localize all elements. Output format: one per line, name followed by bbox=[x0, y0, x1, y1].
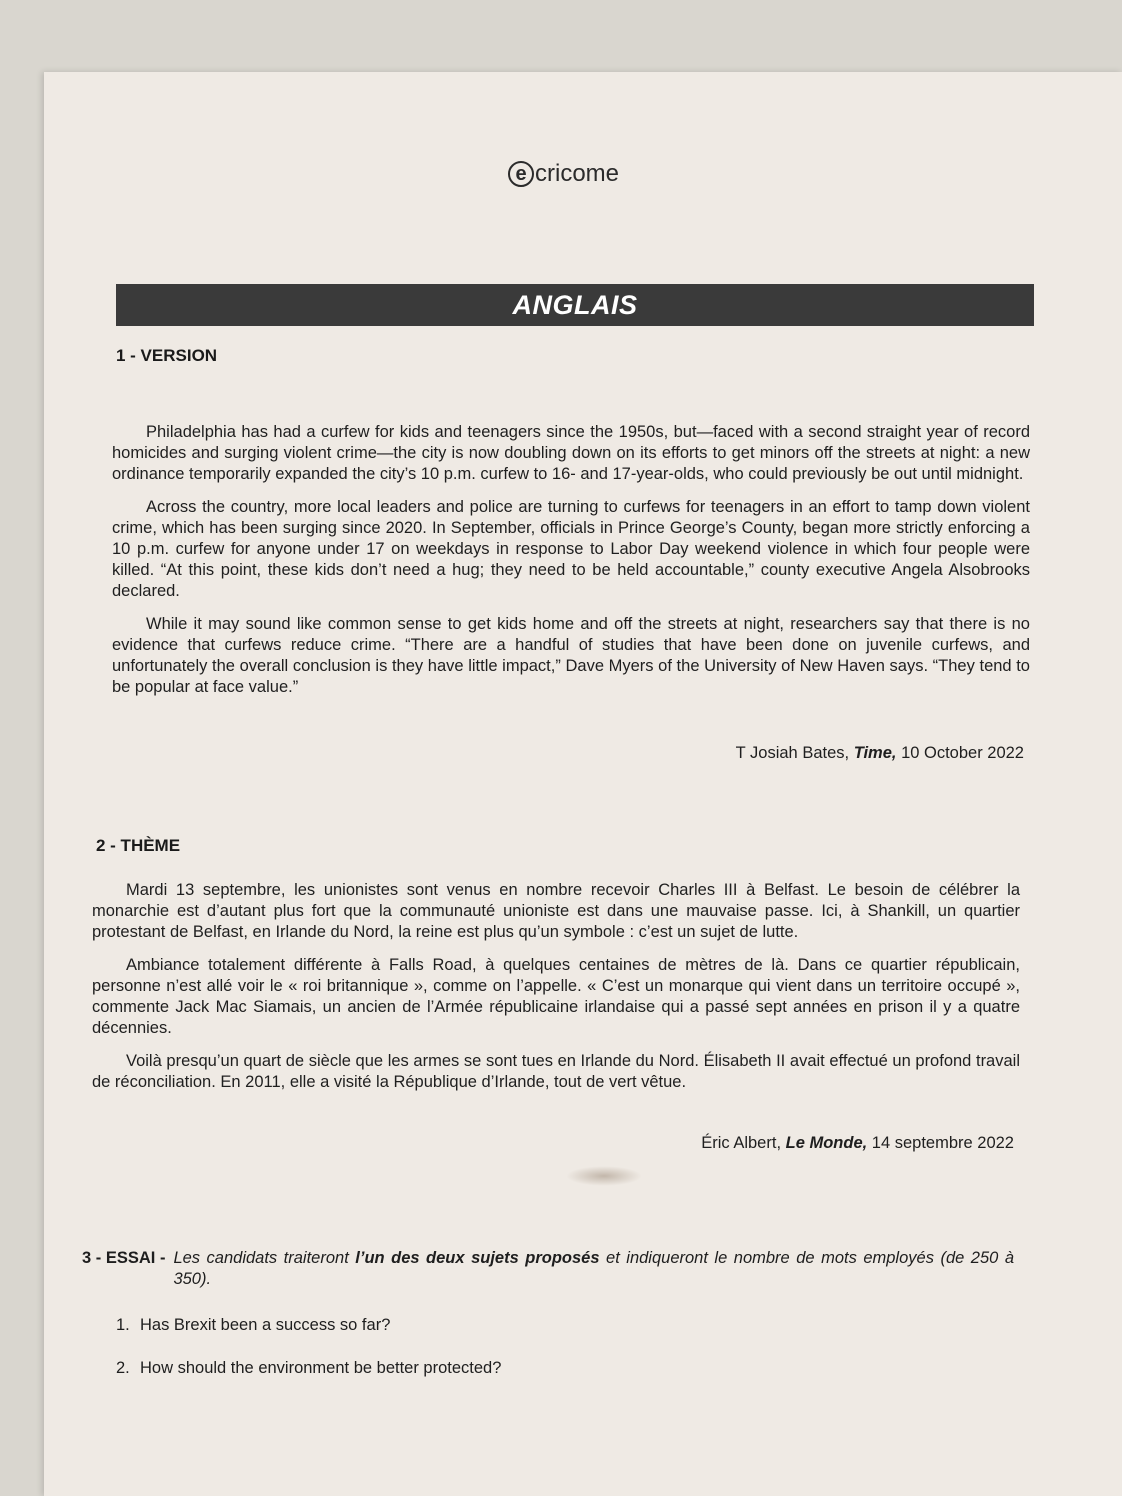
theme-source-publication: Le Monde, bbox=[785, 1134, 868, 1152]
logo-text: cricome bbox=[535, 160, 620, 187]
essay-instruction-end: et indiqueront le nombre de mots employés (de 250 à 350). bbox=[173, 1249, 1015, 1288]
list-item bbox=[116, 1359, 501, 1378]
essay-instruction-start: Les candidats traiteront bbox=[173, 1249, 356, 1267]
theme-source-author: Éric Albert, bbox=[701, 1134, 786, 1152]
paper-stain bbox=[566, 1166, 642, 1186]
ecricome-logo bbox=[508, 160, 619, 188]
topic-text: How should the environment be better protected? bbox=[140, 1359, 502, 1377]
subject-banner: ANGLAIS bbox=[116, 284, 1034, 326]
topic-text: Has Brexit been a success so far? bbox=[140, 1316, 391, 1334]
essay-instruction-emphasis: l’un des deux sujets proposés bbox=[355, 1249, 600, 1267]
theme-title: 2 - THÈME bbox=[96, 836, 181, 855]
version-paragraph-3: While it may sound like common sense to get kids home and off the streets at night, researchers say that there is no evidence that curfews reduce crime. “There are a handful of studies that have been done on juvenile curfews, and unfortunately the overall conclusion is they have little impact,” Dave Myers of the University of New Haven says. “They tend to be popular at face value.” bbox=[112, 615, 1030, 696]
version-source-author: T Josiah Bates, bbox=[735, 744, 854, 762]
version-paragraph-1: Philadelphia has had a curfew for kids and teenagers since the 1950s, but—faced with a second straight year of record homicides and surging violent crime—the city is now doubling down on its efforts to get minors off the streets at night: a new ordinance temporarily expanded the city’s 10 p.m. curfew to 16- and 17-year-olds, who could previously be out until midnight. bbox=[112, 423, 1030, 483]
essay-topics bbox=[116, 1316, 501, 1402]
theme-text bbox=[92, 880, 1020, 1105]
theme-source-date: 14 septembre 2022 bbox=[867, 1134, 1014, 1152]
version-source-date: 10 October 2022 bbox=[896, 744, 1024, 762]
topic-number: 1. bbox=[116, 1316, 130, 1334]
ecricome-logo-icon: e bbox=[508, 161, 534, 187]
topic-number: 2. bbox=[116, 1359, 130, 1377]
essay-header bbox=[82, 1248, 1014, 1290]
theme-source bbox=[560, 1134, 1014, 1153]
version-title: 1 - VERSION bbox=[116, 346, 218, 365]
essay-title: 3 - ESSAI - bbox=[82, 1249, 166, 1267]
theme-paragraph-3: Voilà presqu’un quart de siècle que les armes se sont tues en Irlande du Nord. Élisabeth II avait effectué un profond travail de réconciliation. En 2011, elle a visité la République d’Irlande, tout de vert vêtue. bbox=[92, 1052, 1020, 1091]
version-paragraph-2: Across the country, more local leaders and police are turning to curfews for teenagers in an effort to tamp down violent crime, which has been surging since 2020. In September, officials in Prince George’s County, began more strictly enforcing a 10 p.m. curfew for anyone under 17 on weekdays in response to Labor Day weekend violence in which four people were killed. “At this point, these kids don’t need a hug; they need to be held accountable,” county executive Angela Alsobrooks declared. bbox=[112, 498, 1030, 600]
list-item bbox=[116, 1316, 501, 1335]
version-text bbox=[112, 422, 1030, 710]
theme-paragraph-1: Mardi 13 septembre, les unionistes sont venus en nombre recevoir Charles III à Belfast. Le besoin de célébrer la monarchie est d’autant plus fort que la communauté unioniste est dans une mauvaise passe. Ici, à Shankill, un quartier protestant de Belfast, en Irlande du Nord, la reine est plus qu’un symbole : c’est un sujet de lutte. bbox=[92, 881, 1020, 941]
version-source bbox=[600, 744, 1024, 763]
version-source-publication: Time, bbox=[853, 744, 897, 762]
essay-instruction bbox=[173, 1248, 1014, 1290]
theme-paragraph-2: Ambiance totalement différente à Falls Road, à quelques centaines de mètres de là. Dans ce quartier républicain, personne n’est allé voir le « roi britannique », comme on l’appelle. « C’est un monarque qui vient dans un territoire occupé », commente Jack Mac Siamais, un ancien de l’Armée républicaine irlandaise qui a passé sept années en prison il y a quatre décennies. bbox=[92, 956, 1020, 1037]
